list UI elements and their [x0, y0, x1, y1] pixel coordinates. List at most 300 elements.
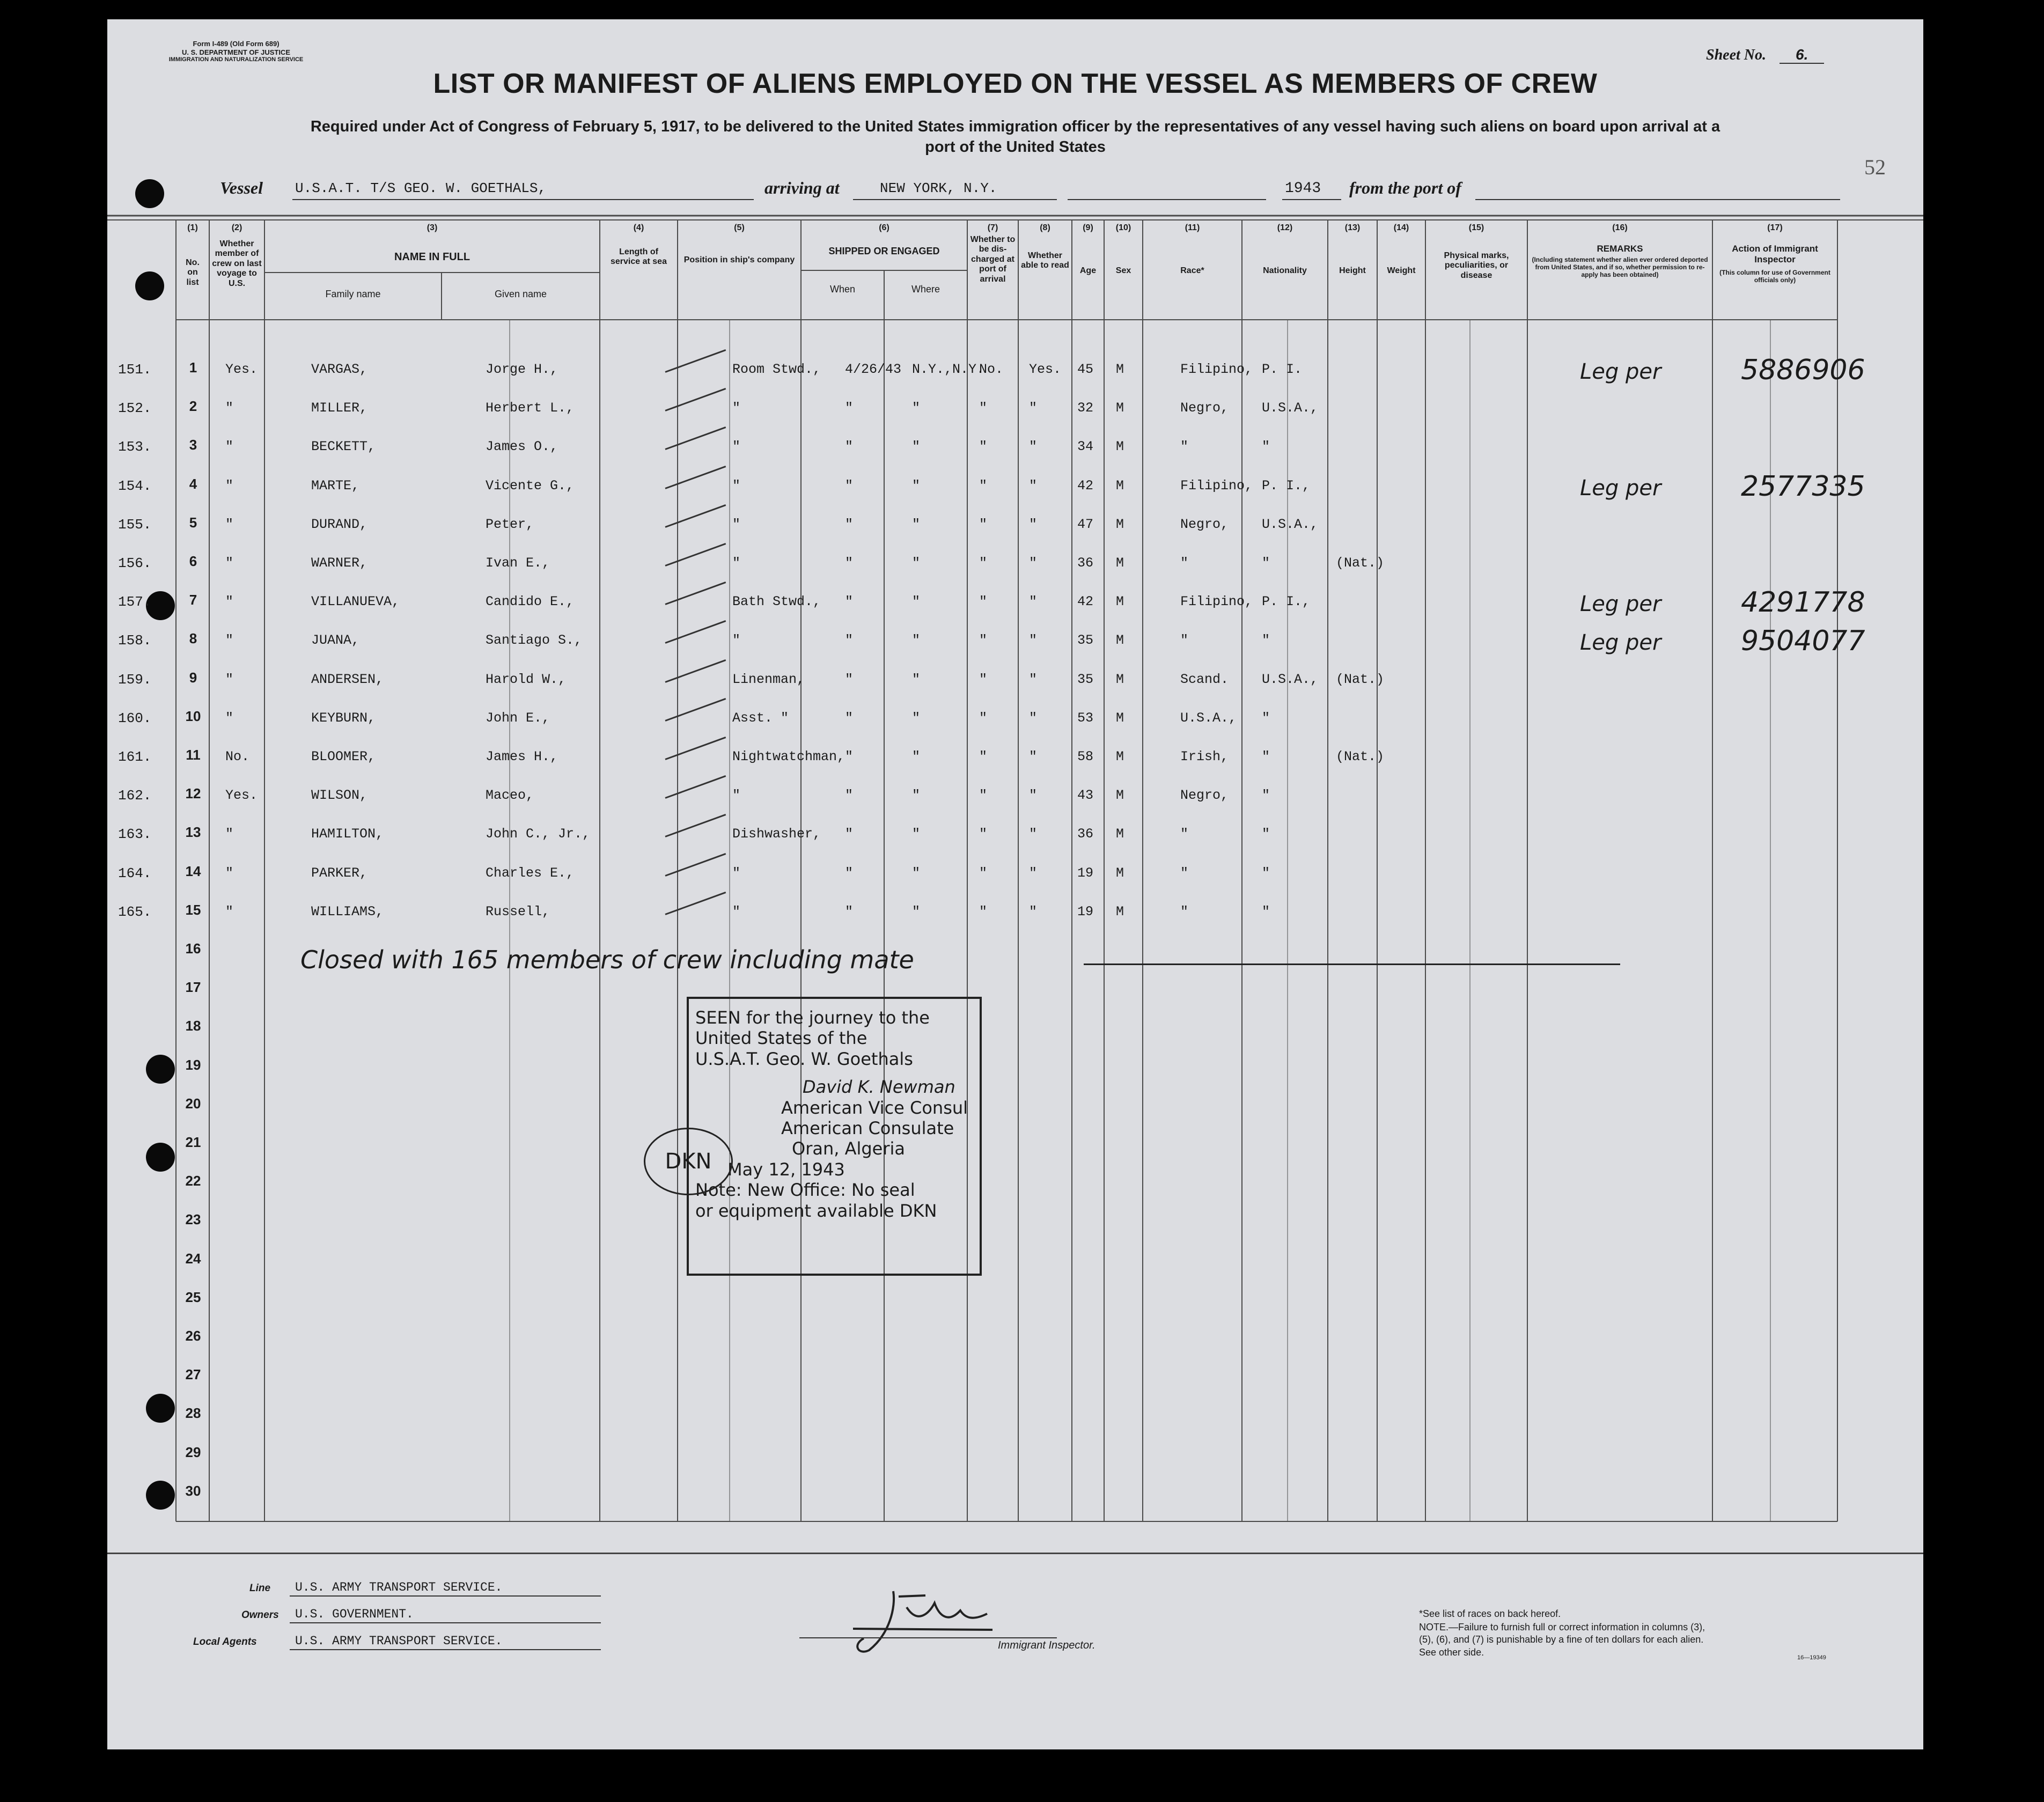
row-discharged: No.	[979, 362, 1004, 377]
row-number: 23	[185, 1211, 201, 1228]
row-discharged: "	[979, 671, 988, 687]
row-sex: M	[1116, 632, 1124, 649]
row-sex: M	[1116, 749, 1124, 764]
row-when: "	[845, 400, 854, 416]
page-title: LIST OR MANIFEST OF ALIENS EMPLOYED ON THE VESSEL AS MEMBERS OF CREW	[433, 68, 1598, 99]
row-number: 12	[185, 785, 201, 802]
row-when: "	[845, 788, 854, 804]
row-number: 29	[185, 1444, 201, 1460]
row-where: N.Y.,N.Y.	[912, 362, 985, 377]
row-sex: M	[1116, 903, 1124, 920]
row-when: "	[845, 439, 854, 455]
row-given-name: Russell,	[486, 903, 550, 920]
initials-circle	[644, 1128, 733, 1195]
row-age: 53	[1077, 710, 1094, 726]
row-discharged: "	[979, 400, 988, 416]
row-number: 13	[185, 824, 201, 841]
col-subheader: Given name	[494, 289, 547, 299]
row-voyage: Yes.	[225, 362, 258, 377]
row-race: Negro,	[1180, 516, 1229, 532]
row-race: Negro,	[1180, 788, 1229, 804]
col-header: Action of Immigrant Inspector	[1732, 244, 1818, 264]
col-header: Length of service at sea	[611, 247, 667, 267]
row-sex: M	[1116, 400, 1124, 416]
row-nationality: "	[1262, 749, 1270, 764]
row-side-number: 154.	[118, 477, 152, 494]
inspector-label: Immigrant Inspector.	[998, 1639, 1095, 1651]
row-number: 30	[185, 1482, 201, 1499]
row-when: "	[845, 671, 854, 687]
row-nationality: U.S.A.,	[1262, 516, 1319, 532]
row-when: "	[845, 594, 854, 610]
department: U. S. DEPARTMENT OF JUSTICE	[182, 48, 290, 56]
row-discharged: "	[979, 749, 988, 764]
col-subheader: (This column for use of Government officials only)	[1719, 269, 1830, 284]
col-num: (7)	[987, 223, 998, 232]
row-where: "	[912, 477, 921, 494]
row-age: 43	[1077, 788, 1094, 804]
col-num: (13)	[1344, 223, 1361, 232]
row-discharged: "	[979, 516, 988, 532]
col-num: (11)	[1185, 223, 1200, 232]
row-when: "	[845, 516, 854, 532]
row-side-number: 156.	[118, 555, 152, 571]
row-sex: M	[1116, 362, 1124, 377]
row-number: 1	[189, 359, 197, 376]
row-where: "	[912, 516, 921, 532]
initials: DKN	[665, 1149, 712, 1174]
row-family-name: VILLANUEVA,	[311, 594, 400, 610]
row-when: "	[845, 477, 854, 494]
row-age: 42	[1077, 594, 1094, 610]
row-position: Nightwatchman,	[732, 749, 845, 764]
row-voyage: Yes.	[225, 788, 258, 804]
row-age: 47	[1077, 516, 1094, 532]
row-nationality: U.S.A.,	[1262, 400, 1319, 416]
footer-underline	[290, 1595, 601, 1597]
row-position: "	[732, 400, 741, 416]
col-num: (4)	[633, 223, 644, 232]
col-num: (9)	[1083, 223, 1093, 232]
row-discharged: "	[979, 903, 988, 920]
row-voyage: "	[225, 594, 234, 610]
sheet-value: 6.	[1780, 46, 1824, 64]
row-side-number: 160.	[118, 710, 152, 726]
row-given-name: Herbert L.,	[486, 400, 575, 416]
row-read: "	[1029, 788, 1038, 804]
year-value: 1943	[1285, 180, 1321, 197]
row-position: "	[732, 555, 741, 571]
row-height: (Nat.)	[1336, 555, 1385, 571]
row-where: "	[912, 903, 921, 920]
row-position: Linenman,	[732, 671, 805, 687]
row-race: "	[1180, 826, 1189, 842]
row-given-name: Santiago S.,	[486, 632, 583, 649]
row-number: 24	[185, 1250, 201, 1267]
col-header: Nationality	[1263, 266, 1307, 275]
row-voyage: "	[225, 865, 234, 881]
footer-rule	[107, 1553, 1923, 1554]
row-family-name: PARKER,	[311, 865, 368, 881]
row-nationality: "	[1262, 632, 1270, 649]
col-num: (1)	[187, 223, 198, 232]
row-discharged: "	[979, 594, 988, 610]
row-race: "	[1180, 439, 1189, 455]
row-sex: M	[1116, 710, 1124, 726]
row-read: "	[1029, 594, 1038, 610]
row-sex: M	[1116, 788, 1124, 804]
row-read: Yes.	[1029, 362, 1062, 377]
row-discharged: "	[979, 439, 988, 455]
row-sex: M	[1116, 555, 1124, 571]
from-port-label: from the port of	[1349, 178, 1461, 197]
row-read: "	[1029, 865, 1038, 881]
row-where: "	[912, 439, 921, 455]
col-num: (12)	[1277, 223, 1293, 232]
row-number: 17	[185, 979, 201, 996]
row-side-number: 163.	[118, 826, 152, 843]
col-header: No. on list	[186, 258, 200, 287]
row-nationality: "	[1262, 826, 1270, 842]
row-side-number: 153.	[118, 439, 152, 455]
row-read: "	[1029, 400, 1038, 416]
row-given-name: James H.,	[486, 749, 558, 764]
arriving-label: arriving at	[764, 178, 840, 197]
row-given-name: Maceo,	[486, 788, 534, 804]
closing-note: Closed with 165 members of crew including mate	[300, 945, 914, 974]
col-num: (15)	[1468, 223, 1484, 232]
row-voyage: "	[225, 516, 234, 532]
agents-label: Local Agents	[193, 1636, 257, 1647]
row-number: 4	[189, 475, 197, 492]
row-where: "	[912, 788, 921, 804]
col-num: (6)	[879, 223, 889, 232]
row-discharged: "	[979, 865, 988, 881]
row-race: Irish,	[1180, 749, 1229, 764]
row-family-name: WILSON,	[311, 788, 368, 804]
row-when: "	[845, 749, 854, 764]
row-read: "	[1029, 555, 1038, 571]
col-num: (8)	[1040, 223, 1050, 232]
col-num: (17)	[1767, 223, 1783, 232]
manifest-page	[107, 19, 1923, 1749]
row-given-name: Vicente G.,	[486, 477, 575, 494]
row-discharged: "	[979, 555, 988, 571]
row-race: "	[1180, 865, 1189, 881]
row-number: 7	[189, 592, 197, 608]
row-age: 45	[1077, 362, 1094, 377]
row-where: "	[912, 555, 921, 571]
row-family-name: ANDERSEN,	[311, 671, 384, 687]
row-number: 25	[185, 1289, 201, 1305]
consular-line: Oran, Algeria	[792, 1138, 906, 1159]
row-nationality: "	[1262, 439, 1270, 455]
row-sex: M	[1116, 594, 1124, 610]
consul-signature: David K. Newman	[803, 1077, 955, 1098]
closing-line	[1084, 963, 1620, 965]
subtitle-line-1: Required under Act of Congress of February 5, 1917, to be delivered to the United States immigration officer by the representatives of any vessel having such aliens on board upon arrival at a	[310, 118, 1721, 135]
row-given-name: Ivan E.,	[486, 555, 550, 571]
row-action: 4291778	[1741, 586, 1865, 619]
col-header: Physical marks, peculiarities, or disease	[1444, 251, 1509, 280]
row-position: "	[732, 788, 741, 804]
row-number: 3	[189, 437, 197, 453]
row-remarks: Leg per	[1580, 475, 1661, 501]
row-voyage: "	[225, 400, 234, 416]
line-label: Line	[249, 1583, 271, 1594]
row-family-name: VARGAS,	[311, 362, 368, 377]
row-discharged: "	[979, 826, 988, 842]
row-given-name: Jorge H.,	[486, 362, 558, 377]
row-when: "	[845, 632, 854, 649]
row-where: "	[912, 632, 921, 649]
row-position: Bath Stwd.,	[732, 594, 821, 610]
row-number: 14	[185, 863, 201, 879]
row-number: 26	[185, 1328, 201, 1344]
row-side-number: 161.	[118, 749, 152, 765]
col-header: NAME IN FULL	[394, 251, 470, 263]
row-age: 36	[1077, 555, 1094, 571]
owners-label: Owners	[241, 1609, 279, 1621]
footer-underline	[290, 1622, 601, 1623]
inspector-signature	[789, 1575, 1046, 1666]
row-when: "	[845, 710, 854, 726]
row-family-name: WARNER,	[311, 555, 368, 571]
row-number: 27	[185, 1366, 201, 1383]
row-side-number: 155.	[118, 516, 152, 533]
row-where: "	[912, 671, 921, 687]
row-when: "	[845, 555, 854, 571]
races-note: *See list of races on back hereof.	[1419, 1608, 1561, 1619]
row-number: 28	[185, 1405, 201, 1422]
row-where: "	[912, 865, 921, 881]
row-age: 36	[1077, 826, 1094, 842]
row-position: "	[732, 903, 741, 920]
sheet-label: Sheet No.	[1706, 47, 1766, 63]
row-nationality: "	[1262, 788, 1270, 804]
row-age: 35	[1077, 671, 1094, 687]
col-header: Weight	[1387, 266, 1416, 275]
row-number: 21	[185, 1134, 201, 1150]
row-remarks: Leg per	[1580, 630, 1661, 656]
row-race: U.S.A.,	[1180, 710, 1237, 726]
row-where: "	[912, 594, 921, 610]
row-position: "	[732, 477, 741, 494]
service: IMMIGRATION AND NATURALIZATION SERVICE	[168, 56, 304, 63]
row-number: 18	[185, 1018, 201, 1034]
row-voyage: "	[225, 632, 234, 649]
subtitle-line-2: port of the United States	[925, 138, 1106, 156]
row-race: Scand.	[1180, 671, 1229, 687]
row-number: 10	[185, 708, 201, 724]
row-voyage: "	[225, 903, 234, 920]
row-read: "	[1029, 516, 1038, 532]
row-given-name: John C., Jr.,	[486, 826, 591, 842]
row-sex: M	[1116, 671, 1124, 687]
col-subheader: When	[829, 284, 856, 295]
row-read: "	[1029, 749, 1038, 764]
row-where: "	[912, 710, 921, 726]
row-read: "	[1029, 826, 1038, 842]
row-when: "	[845, 826, 854, 842]
line-value: U.S. ARMY TRANSPORT SERVICE.	[295, 1580, 503, 1594]
row-given-name: Charles E.,	[486, 865, 575, 881]
row-number: 22	[185, 1173, 201, 1189]
row-family-name: MARTE,	[311, 477, 360, 494]
col-header: SHIPPED OR ENGAGED	[828, 246, 940, 256]
row-discharged: "	[979, 710, 988, 726]
consular-line: American Consulate	[781, 1117, 954, 1138]
row-family-name: DURAND,	[311, 516, 368, 532]
row-race: "	[1180, 555, 1189, 571]
row-discharged: "	[979, 477, 988, 494]
consular-line: U.S.A.T. Geo. W. Goethals	[695, 1048, 913, 1069]
row-given-name: James O.,	[486, 439, 558, 455]
row-side-number: 164.	[118, 865, 152, 881]
col-header: Whether to be dis-charged at port of arrival	[970, 235, 1016, 284]
consular-line: Note: New Office: No seal	[695, 1180, 915, 1201]
col-subheader: (Including statement whether alien ever ordered deported from United States, and if so, whether permission to re-apply has been obtained)	[1532, 256, 1708, 278]
col-header: Height	[1339, 266, 1366, 275]
row-nationality: "	[1262, 555, 1270, 571]
row-nationality: "	[1262, 903, 1270, 920]
row-family-name: MILLER,	[311, 400, 368, 416]
col-num: (3)	[427, 223, 438, 232]
footer-note: NOTE.—Failure to furnish full or correct information in columns (3), (5), (6), and (7) is punishable by a fine of ten dollars for each alien. See other side.	[1419, 1622, 1705, 1658]
col-header: REMARKS	[1597, 244, 1643, 254]
row-family-name: WILLIAMS,	[311, 903, 384, 920]
row-sex: M	[1116, 439, 1124, 455]
row-family-name: BECKETT,	[311, 439, 376, 455]
col-header: Whether member of crew on last voyage to U.S.	[212, 239, 262, 288]
row-voyage: "	[225, 439, 234, 455]
row-position: "	[732, 439, 741, 455]
row-side-number: 157.	[118, 594, 152, 611]
row-sex: M	[1116, 826, 1124, 842]
row-age: 32	[1077, 400, 1094, 416]
row-given-name: John E.,	[486, 710, 550, 726]
row-family-name: BLOOMER,	[311, 749, 376, 764]
row-number: 20	[185, 1095, 201, 1112]
footer-underline	[290, 1649, 601, 1650]
row-age: 58	[1077, 749, 1094, 764]
row-family-name: KEYBURN,	[311, 710, 376, 726]
print-code: 16—19349	[1797, 1654, 1826, 1661]
row-number: 8	[189, 630, 197, 647]
row-read: "	[1029, 632, 1038, 649]
row-age: 35	[1077, 632, 1094, 649]
row-nationality: "	[1262, 710, 1270, 726]
col-num: (16)	[1612, 223, 1628, 232]
row-number: 19	[185, 1056, 201, 1073]
col-subheader: Family name	[325, 289, 381, 299]
stamp-number: 52	[1864, 155, 1886, 179]
row-position: "	[732, 632, 741, 649]
row-discharged: "	[979, 788, 988, 804]
row-side-number: 159.	[118, 671, 152, 688]
col-header: Sex	[1115, 266, 1131, 275]
col-header: Whether able to read	[1021, 251, 1069, 270]
row-race: Filipino,	[1180, 477, 1253, 494]
row-number: 11	[186, 747, 201, 763]
row-sex: M	[1116, 516, 1124, 532]
row-nationality: P. I.,	[1262, 594, 1311, 610]
col-subheader: Where	[911, 284, 940, 295]
row-action: 2577335	[1741, 470, 1865, 503]
row-family-name: JUANA,	[311, 632, 360, 649]
consular-line: SEEN for the journey to the	[695, 1007, 930, 1028]
row-where: "	[912, 749, 921, 764]
row-when: "	[845, 865, 854, 881]
row-number: 16	[185, 940, 201, 957]
row-read: "	[1029, 671, 1038, 687]
col-header: Race*	[1180, 266, 1204, 275]
col-num: (2)	[231, 223, 242, 232]
row-sex: M	[1116, 477, 1124, 494]
row-given-name: Harold W.,	[486, 671, 567, 687]
row-read: "	[1029, 903, 1038, 920]
consular-line: United States of the	[695, 1028, 867, 1049]
row-age: 34	[1077, 439, 1094, 455]
form-id: Form I-489 (Old Form 689)	[193, 40, 280, 48]
row-race: Filipino,	[1180, 594, 1253, 610]
row-race: "	[1180, 903, 1189, 920]
row-age: 42	[1077, 477, 1094, 494]
inspector-underline	[799, 1637, 1057, 1638]
consular-line: American Vice Consul	[781, 1097, 968, 1118]
row-action: 9504077	[1741, 625, 1865, 658]
arriving-value: NEW YORK, N.Y.	[880, 180, 997, 196]
row-voyage: "	[225, 477, 234, 494]
row-position: Room Stwd.,	[732, 362, 821, 377]
row-family-name: HAMILTON,	[311, 826, 384, 842]
row-voyage: "	[225, 671, 234, 687]
row-race: "	[1180, 632, 1189, 649]
row-read: "	[1029, 710, 1038, 726]
row-read: "	[1029, 439, 1038, 455]
row-number: 2	[189, 398, 197, 415]
row-age: 19	[1077, 903, 1094, 920]
row-nationality: P. I.	[1262, 362, 1303, 377]
row-position: "	[732, 865, 741, 881]
col-header: Age	[1079, 266, 1097, 275]
row-race: Negro,	[1180, 400, 1229, 416]
row-height: (Nat.)	[1336, 749, 1385, 764]
owners-value: U.S. GOVERNMENT.	[295, 1607, 414, 1621]
row-side-number: 158.	[118, 632, 152, 649]
row-remarks: Leg per	[1580, 592, 1661, 617]
row-side-number: 162.	[118, 788, 152, 804]
col-num: (10)	[1115, 223, 1131, 232]
row-position: Dishwasher,	[732, 826, 821, 842]
row-number: 9	[189, 669, 197, 686]
consular-line: or equipment available DKN	[695, 1200, 937, 1221]
col-header: Position in ship's company	[683, 255, 795, 264]
row-given-name: Peter,	[486, 516, 534, 532]
row-position: Asst. "	[732, 710, 789, 726]
row-action: 5886906	[1741, 354, 1865, 386]
vessel-label: Vessel	[220, 178, 263, 197]
col-num: (5)	[734, 223, 745, 232]
row-where: "	[912, 826, 921, 842]
row-nationality: "	[1262, 865, 1270, 881]
row-nationality: U.S.A.,	[1262, 671, 1319, 687]
row-position: "	[732, 516, 741, 532]
row-number: 5	[189, 514, 197, 531]
row-when: 4/26/43	[845, 362, 902, 377]
row-voyage: "	[225, 826, 234, 842]
row-side-number: 151.	[118, 362, 152, 378]
